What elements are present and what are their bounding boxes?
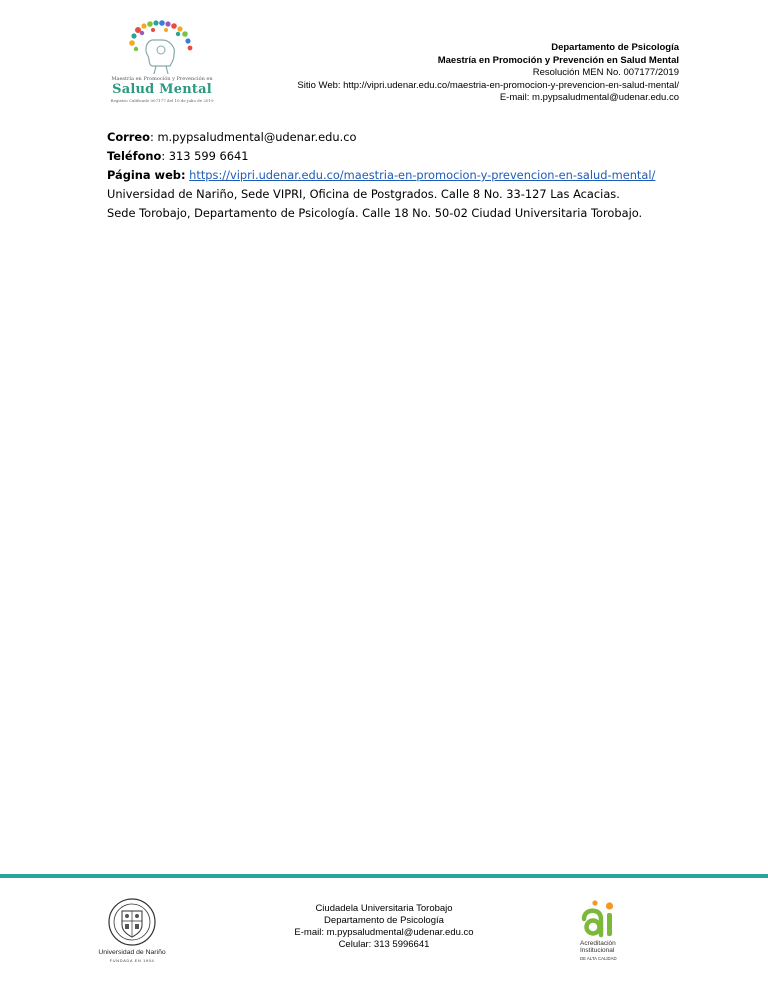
footer-line-phone: Celular: 313 5996641 — [338, 939, 430, 950]
correo-value: : m.pypsaludmental@udenar.edu.co — [149, 130, 357, 144]
header-info — [297, 42, 679, 105]
correo-row — [107, 128, 707, 147]
telefono-row — [107, 147, 707, 166]
address-torobajo: Sede Torobajo, Departamento de Psicología. Calle 18 No. 50-02 Ciudad Universitaria Torobajo. — [107, 206, 643, 220]
ai-accreditation-logo-icon — [580, 899, 620, 939]
footer-line-email: E-mail: m.pypsaludmental@udenar.edu.co — [294, 927, 474, 938]
tree-head-logo-icon — [108, 20, 216, 76]
logo-brand-text: Salud Mental — [112, 82, 212, 97]
seal-founded: FUNDADA EN 1904 — [109, 958, 155, 963]
header-resolution: Resolución MEN No. 007177/2019 — [532, 67, 679, 78]
address-vipri: Universidad de Nariño, Sede VIPRI, Oficina de Postgrados. Calle 8 No. 33-127 Las Acacias. — [107, 187, 620, 201]
ai-line-institucional: Institucional — [580, 947, 615, 954]
footer-line-department: Departamento de Psicología — [324, 915, 444, 926]
pagina-label: Página web: — [107, 168, 186, 182]
header-email: E-mail: m.pypsaludmental@udenar.edu.co — [499, 92, 679, 103]
ai-line-acreditacion: Acreditación — [580, 940, 616, 947]
ai-line-alta-calidad: DE ALTA CALIDAD — [580, 956, 617, 961]
telefono-value: : 313 599 6641 — [161, 149, 249, 163]
contact-block — [107, 128, 707, 223]
logo-bottom-text: Registro Calificado 007177 del 10 de julio de 2019 — [110, 98, 214, 103]
footer-divider — [0, 874, 768, 878]
footer-line-campus: Ciudadela Universitaria Torobajo — [315, 903, 453, 914]
logo-top-text: Maestría en Promoción y Prevención en — [111, 76, 213, 82]
header-program: Maestría en Promoción y Prevención en Salud Mental — [437, 54, 679, 66]
header-website: Sitio Web: http://vipri.udenar.edu.co/maestria-en-promocion-y-prevencion-en-salud-mental/ — [297, 79, 679, 91]
accreditation-logo — [578, 899, 638, 971]
header-department: Departamento de Psicología — [551, 42, 679, 53]
telefono-label: Teléfono — [107, 149, 162, 163]
pagina-web-link[interactable]: https://vipri.udenar.edu.co/maestria-en-promocion-y-prevencion-en-salud-mental/ — [189, 168, 656, 182]
program-logo — [108, 20, 216, 106]
correo-label: Correo — [107, 130, 150, 144]
seal-university-name: Universidad de Nariño — [98, 949, 166, 956]
footer-contact — [0, 903, 768, 951]
pagina-row — [107, 166, 707, 185]
